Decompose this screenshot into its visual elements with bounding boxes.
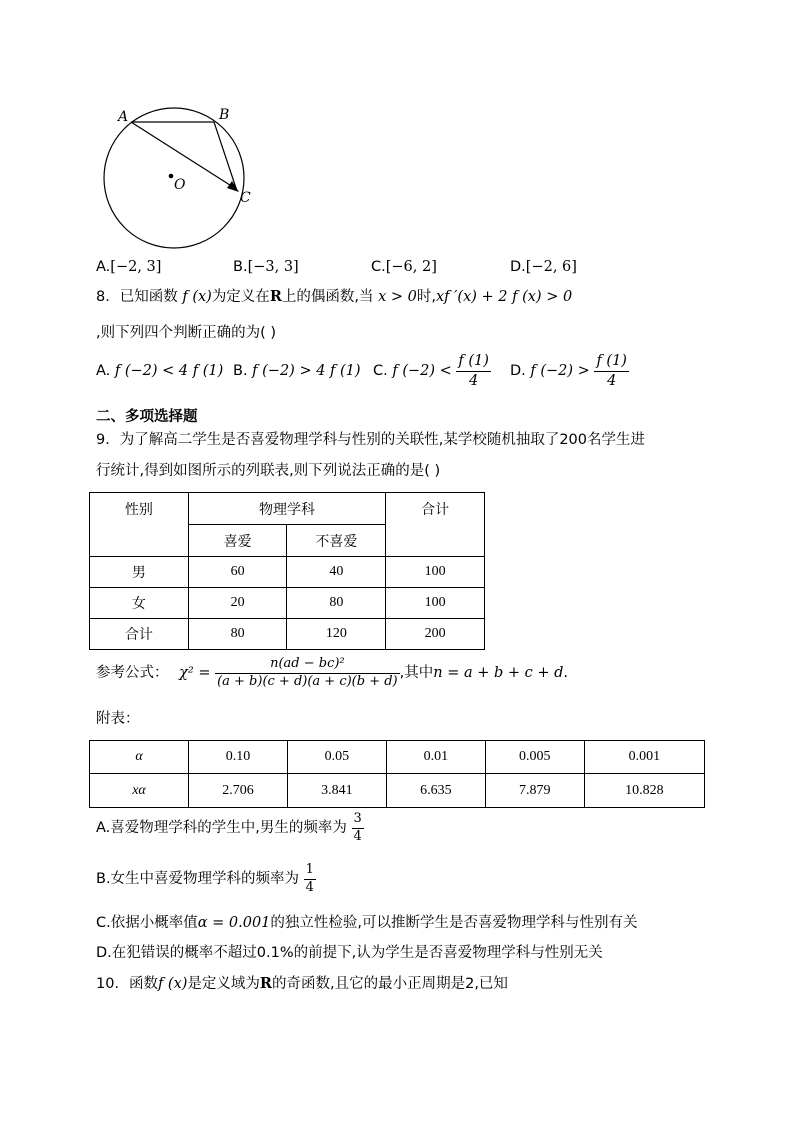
label-c: C [240,190,251,206]
x-value-cell: 2.706 [189,774,288,808]
label-b: B [219,107,230,123]
q8-option-c: C. f (−2) < $\frac{f (1)}{4}$ [373,353,489,389]
label-a: A [118,109,129,125]
q9-option-c: C.依据小概率值α = 0.001的独立性检验,可以推断学生是否喜爱物理学科与性别有关 [96,915,638,931]
x-value-cell: 3.841 [287,774,386,808]
critical-value-table [89,740,705,808]
cell-dislike: 120 [287,619,386,650]
alpha-cell: 0.01 [386,741,485,774]
alpha-header: α [90,741,189,774]
label-o: O [174,177,186,193]
cell-like: 80 [188,619,287,650]
alpha-cell: 0.05 [287,741,386,774]
table-row [90,557,485,588]
cell-dislike: 80 [287,588,386,619]
center-dot [169,174,174,179]
x-alpha-header: xα [90,774,189,808]
chord-bc [214,122,237,191]
alpha-cell: 0.001 [584,741,704,774]
q8-line2: ,则下列四个判断正确的为( ) [96,325,277,341]
q10-stem: 10．函数f (x)是定义域为R的奇函数,且它的最小正周期是2,已知 [96,975,508,992]
row-label: 合计 [90,619,189,650]
q9-option-b: B.女生中喜爱物理学科的频率为 $\frac{1}{4}$ [96,862,314,895]
q9-line1: 9．为了解高二学生是否喜爱物理学科与性别的关联性,某学校随机抽取了200名学生进 [96,432,646,448]
x-value-cell: 7.879 [485,774,584,808]
alpha-cell: 0.10 [189,741,288,774]
appendix-label: 附表： [96,711,140,727]
section-heading: 二、多项选择题 [96,409,198,425]
arrowhead-icon [227,181,239,192]
q7-option-a: A.[−2, 3] [96,259,162,275]
q7-option-d: D.[−2, 6] [510,259,577,275]
cell-like: 60 [188,557,287,588]
cell-total: 100 [386,588,485,619]
table-row [90,619,485,650]
cell-total: 200 [386,619,485,650]
header-dislike: 不喜爱 [287,525,386,557]
row-label: 女 [90,588,189,619]
q8-option-b: B. f (−2) > 4 f (1) [233,363,361,379]
x-value-cell: 6.635 [386,774,485,808]
q8-stem: 8．已知函数 f (x)为定义在R上的偶函数,当 x > 0时,xf ′(x) + 2 f (x) > 0 [96,288,573,305]
q7-option-c: C.[−6, 2] [371,259,437,275]
alpha-cell: 0.005 [485,741,584,774]
contingency-table [89,492,485,650]
q8-option-d: D. f (−2) > $\frac{f (1)}{4}$ [510,353,627,389]
row-label: 男 [90,557,189,588]
cell-total: 100 [386,557,485,588]
q9-option-a: A.喜爱物理学科的学生中,男生的频率为 $\frac{3}{4}$ [96,811,362,844]
x-value-cell: 10.828 [584,774,704,808]
chi-square-formula: 参考公式： χ² = $\frac{\text{n(ad − bc)²}}{(a + b)(c + d)(a + c)(b + d)}$ ,其中n = a + b + c + d. [96,656,568,689]
q7-option-b: B.[−3, 3] [233,259,299,275]
table-row [90,588,485,619]
header-gender: 性别 [90,493,189,557]
cell-like: 20 [188,588,287,619]
header-subject: 物理学科 [188,493,385,525]
q8-option-a: A. f (−2) < 4 f (1) [96,363,224,379]
q9-option-d: D.在犯错误的概率不超过0.1%的前提下,认为学生是否喜爱物理学科与性别无关 [96,945,603,961]
cell-dislike: 40 [287,557,386,588]
header-like: 喜爱 [188,525,287,557]
q9-line2: 行统计,得到如图所示的列联表,则下列说法正确的是( ) [96,463,441,479]
header-total: 合计 [386,493,485,557]
